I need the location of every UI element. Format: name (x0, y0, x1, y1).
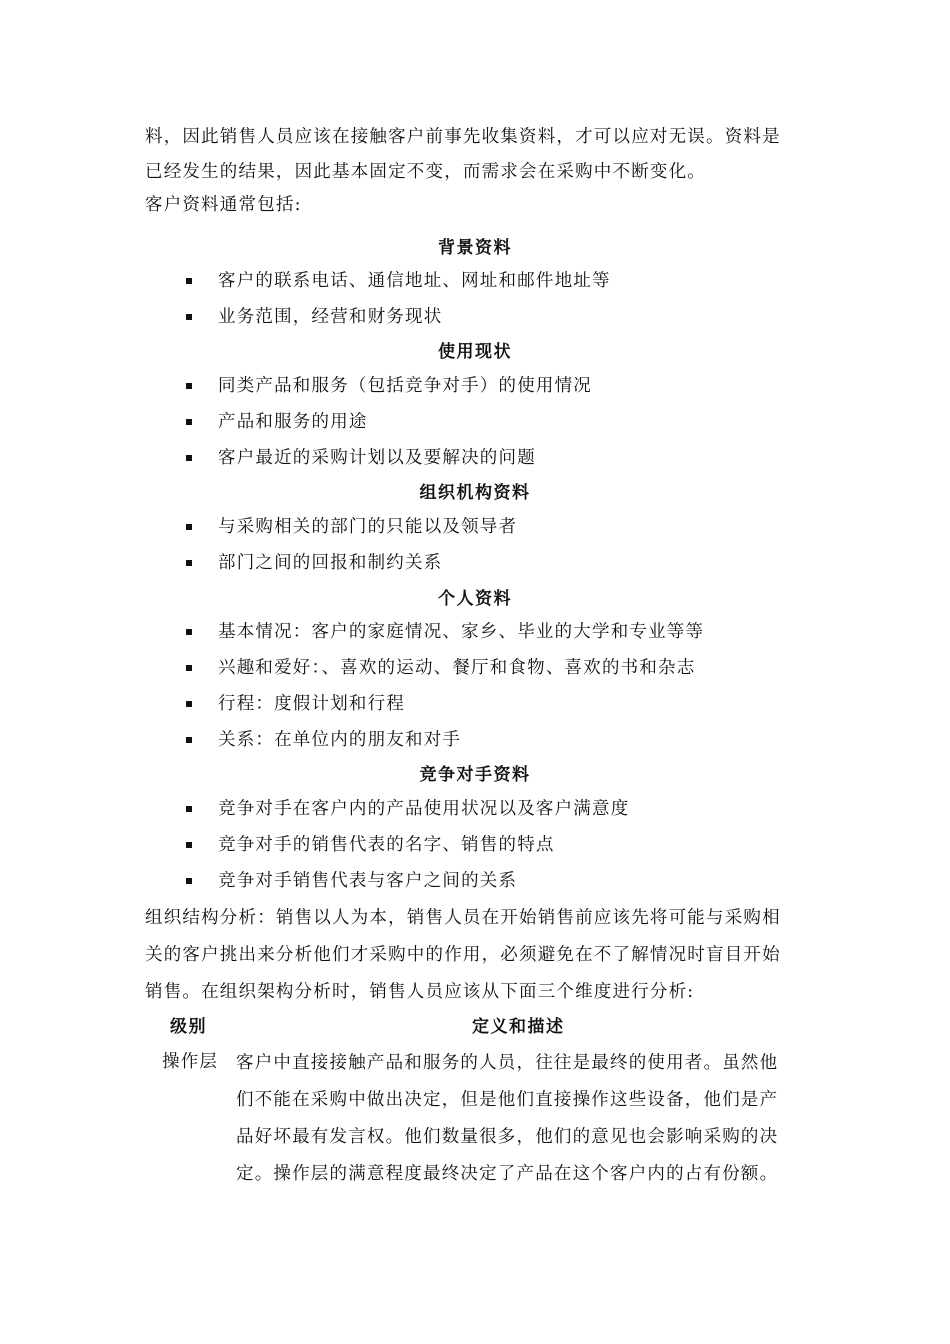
list-item-text: 竞争对手销售代表与客户之间的关系 (218, 871, 518, 891)
bullet-icon (186, 701, 192, 707)
table-cell-description (236, 1045, 806, 1193)
bullet-icon (186, 737, 192, 743)
list-item-text: 关系：在单位内的朋友和对手 (218, 730, 462, 750)
bullet-icon (186, 878, 192, 884)
analysis-line-1: 组织结构分析：销售以人为本，销售人员在开始销售前应该先将可能与采购相 (145, 908, 781, 928)
section-heading-personal: 个人资料 (438, 589, 512, 609)
list-item-text: 竞争对手的销售代表的名字、销售的特点 (218, 835, 555, 855)
bullet-icon (186, 806, 192, 812)
description-line: 定。操作层的满意程度最终决定了产品在这个客户内的占有份额。 (236, 1164, 779, 1184)
bullet-icon (186, 455, 192, 461)
intro-line-1: 料，因此销售人员应该在接触客户前事先收集资料，才可以应对无误。资料是 (145, 127, 781, 147)
bullet-icon (186, 629, 192, 635)
list-item-text: 兴趣和爱好：、喜欢的运动、餐厅和食物、喜欢的书和杂志 (218, 658, 696, 678)
analysis-paragraph (145, 900, 805, 1011)
list-item-text: 产品和服务的用途 (218, 412, 368, 432)
list-item-text: 客户的联系电话、通信地址、网址和邮件地址等 (218, 271, 611, 291)
list-item-text: 基本情况：客户的家庭情况、家乡、毕业的大学和专业等等 (218, 622, 705, 642)
description-line: 客户中直接接触产品和服务的人员，往往是最终的使用者。虽然他 (236, 1053, 779, 1073)
bullet-icon (186, 665, 192, 671)
analysis-line-2: 关的客户挑出来分析他们才采购中的作用，必须避免在不了解情况时盲目开始 (145, 945, 781, 965)
list-item-text: 与采购相关的部门的只能以及领导者 (218, 517, 518, 537)
bullet-icon (186, 278, 192, 284)
list-item-text: 同类产品和服务（包括竞争对手）的使用情况 (218, 376, 592, 396)
analysis-line-3: 销售。在组织架构分析时，销售人员应该从下面三个维度进行分析: (145, 982, 695, 1002)
list-item-text: 行程：度假计划和行程 (218, 694, 405, 714)
intro-paragraph (145, 120, 805, 220)
bullet-icon (186, 419, 192, 425)
section-heading-usage: 使用现状 (438, 342, 512, 362)
list-item-text: 竞争对手在客户内的产品使用状况以及客户满意度 (218, 799, 630, 819)
section-heading-organization: 组织机构资料 (419, 483, 531, 503)
bullet-icon (186, 560, 192, 566)
table-header-description: 定义和描述 (472, 1017, 565, 1037)
list-item-text: 部门之间的回报和制约关系 (218, 553, 443, 573)
intro-line-2: 已经发生的结果，因此基本固定不变，而需求会在采购中不断变化。 (145, 162, 706, 182)
description-line: 们不能在采购中做出决定，但是他们直接操作这些设备，他们是产 (236, 1090, 779, 1110)
bullet-icon (186, 383, 192, 389)
description-line: 品好坏最有发言权。他们数量很多，他们的意见也会影响采购的决 (236, 1127, 779, 1147)
table-cell-level: 操作层 (162, 1052, 219, 1072)
table-header-level: 级别 (170, 1017, 207, 1037)
intro-line-3: 客户资料通常包括: (145, 195, 302, 215)
list-item-text: 客户最近的采购计划以及要解决的问题 (218, 448, 536, 468)
bullet-icon (186, 314, 192, 320)
list-item-text: 业务范围，经营和财务现状 (218, 307, 443, 327)
bullet-icon (186, 842, 192, 848)
bullet-icon (186, 524, 192, 530)
section-heading-background: 背景资料 (438, 238, 512, 258)
section-heading-competitors: 竞争对手资料 (419, 765, 531, 785)
